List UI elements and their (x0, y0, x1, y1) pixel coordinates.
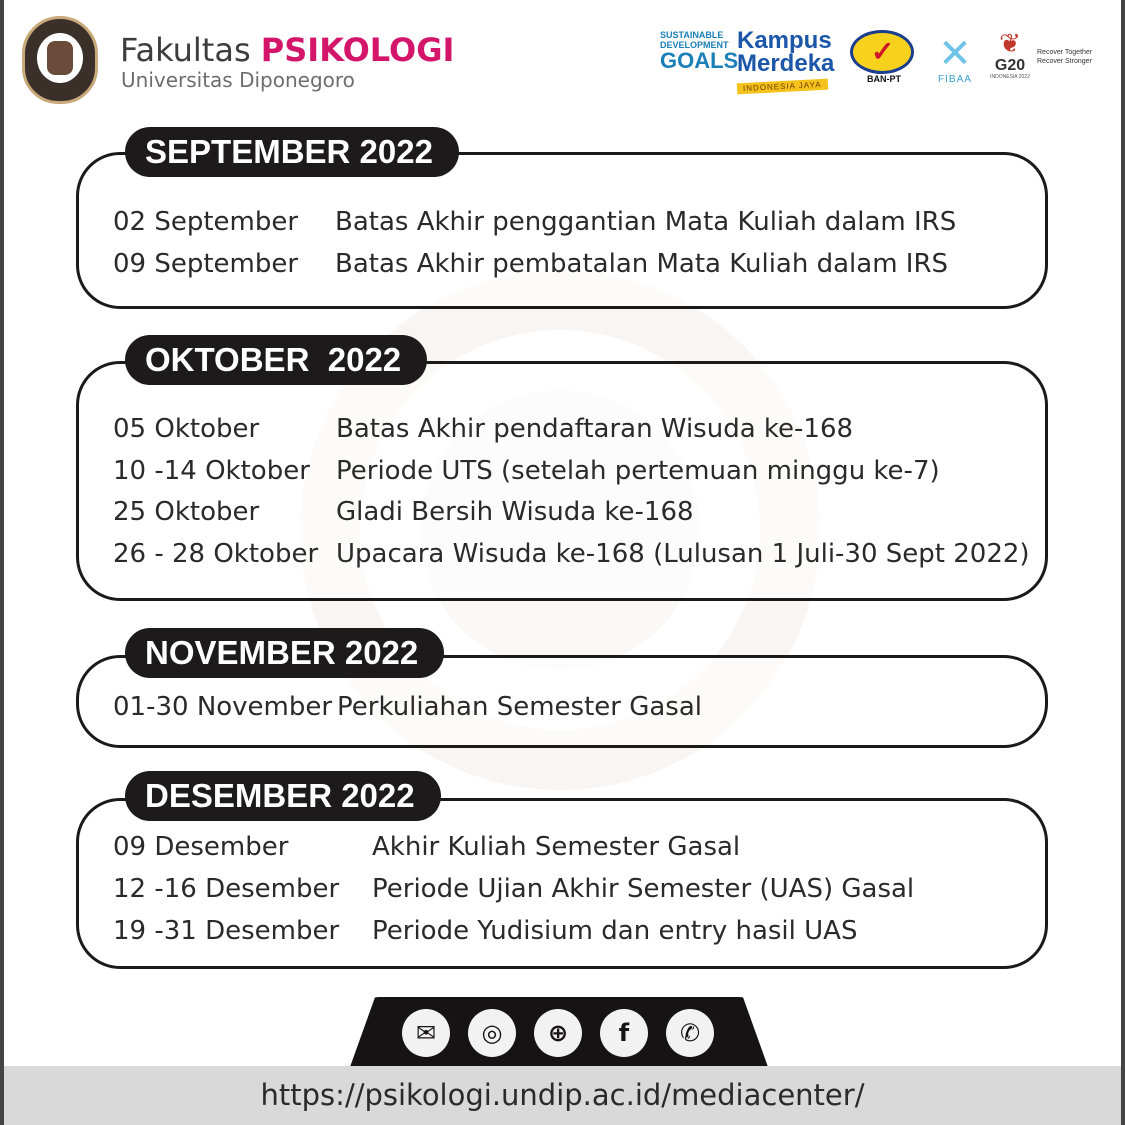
email-icon[interactable]: ✉ (402, 1009, 450, 1057)
event-date: 09 September (113, 249, 299, 279)
g20-emblem-icon: ❦ (999, 28, 1021, 58)
g20-label: G20 (994, 57, 1026, 74)
banpt-label: BAN-PT (867, 74, 901, 84)
g20-sub: INDONESIA 2022 (990, 74, 1030, 80)
event-desc: Batas Akhir penggantian Mata Kuliah dalam IRS (335, 207, 957, 237)
event-date: 26 - 28 Oktober (113, 539, 319, 569)
sdg-line3: GOALS (660, 48, 739, 73)
mediacenter-link[interactable]: https://psikologi.undip.ac.id/mediacenter/ (260, 1078, 865, 1112)
event-desc: Batas Akhir pendaftaran Wisuda ke-168 (336, 414, 854, 444)
faculty-title-accent: PSIKOLOGI (260, 31, 455, 69)
event-date: 05 Oktober (113, 414, 260, 444)
sdg-line2: DEVELOPMENT (660, 40, 729, 50)
recover-line2: Recover Stronger (1037, 58, 1092, 65)
fibaa-x-icon: ✕ (938, 32, 972, 76)
instagram-icon[interactable]: ◎ (468, 1009, 516, 1057)
event-desc: Gladi Bersih Wisuda ke-168 (336, 497, 694, 527)
sdg-line1: SUSTAINABLE (660, 30, 724, 40)
faculty-title (120, 30, 454, 70)
recover-together-logo (1037, 48, 1117, 66)
event-desc: Akhir Kuliah Semester Gasal (372, 832, 741, 862)
recover-line1: Recover Together (1037, 49, 1093, 56)
university-name: Universitas Diponegoro (121, 68, 355, 92)
whatsapp-icon[interactable]: ✆ (666, 1009, 714, 1057)
kampus-merdeka-logo (737, 27, 845, 94)
event-date: 25 Oktober (113, 497, 260, 527)
fibaa-label: FIBAA (938, 74, 972, 85)
kampus-line2: Merdeka (737, 50, 835, 77)
month-heading-november: NOVEMBER 2022 (125, 628, 444, 678)
kampus-tagline: INDONESIA JAYA (737, 79, 828, 95)
event-date: 01-30 November (113, 692, 333, 722)
facebook-icon[interactable]: f (600, 1009, 648, 1057)
event-desc: Perkuliahan Semester Gasal (337, 692, 703, 722)
website-icon[interactable]: ⊕ (534, 1009, 582, 1057)
kampus-line1: Kampus (737, 27, 832, 54)
sdg-logo (660, 30, 739, 90)
event-date: 12 -16 Desember (113, 874, 340, 904)
event-date: 09 Desember (113, 832, 289, 862)
banpt-logo (850, 30, 918, 90)
event-desc: Batas Akhir pembatalan Mata Kuliah dalam IRS (335, 249, 949, 279)
g20-logo (988, 28, 1032, 92)
event-desc: Upacara Wisuda ke-168 (Lulusan 1 Juli-30 Sept 2022) (336, 539, 1030, 569)
event-desc: Periode UTS (setelah pertemuan minggu ke-7) (336, 456, 940, 486)
event-date: 10 -14 Oktober (113, 456, 310, 486)
month-heading-september: SEPTEMBER 2022 (125, 127, 459, 177)
event-date: 02 September (113, 207, 299, 237)
event-desc: Periode Yudisium dan entry hasil UAS (372, 916, 858, 946)
event-desc: Periode Ujian Akhir Semester (UAS) Gasal (372, 874, 915, 904)
checkmark-icon: ✓ (871, 36, 895, 67)
month-heading-oktober: OKTOBER 2022 (125, 335, 427, 385)
month-heading-desember: DESEMBER 2022 (125, 771, 441, 821)
event-date: 19 -31 Desember (113, 916, 340, 946)
university-emblem-icon (22, 16, 98, 104)
fibaa-logo (932, 34, 978, 94)
faculty-title-prefix: Fakultas (120, 31, 261, 69)
